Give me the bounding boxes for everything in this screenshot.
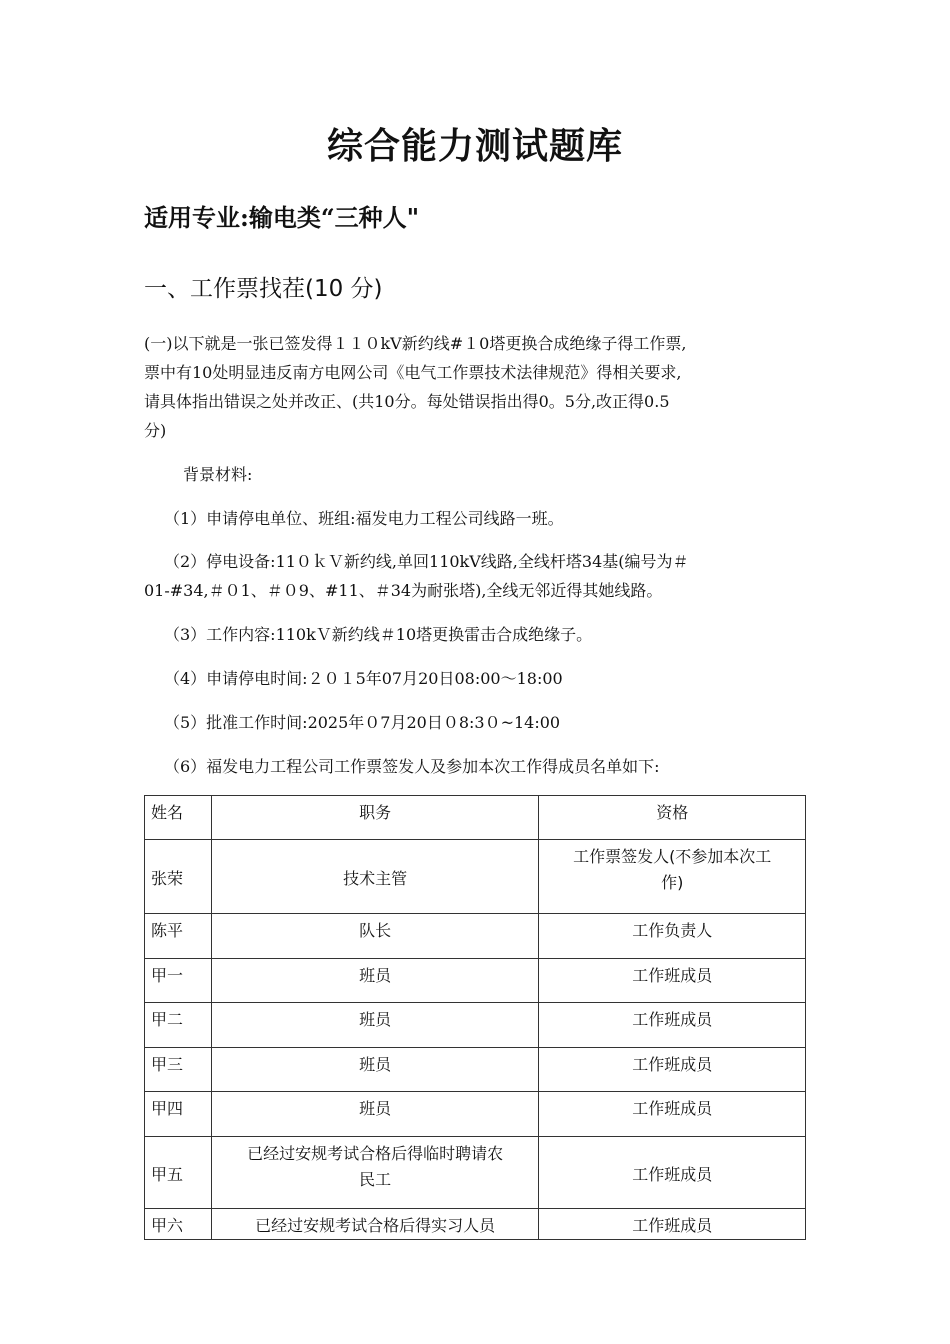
- header-name: 姓名: [145, 796, 212, 840]
- cell-qualification-line-2: 作): [661, 873, 684, 892]
- table-row: [145, 1209, 806, 1240]
- cell-qualification: 工作班成员: [539, 1003, 806, 1048]
- item-4: （4）申请停电时间:２０１5年07月20日08:00～18:00: [164, 669, 563, 688]
- table-row: [145, 1048, 806, 1092]
- item-3: （3）工作内容:110kＶ新约线＃10塔更换雷击合成绝缘子。: [164, 625, 593, 644]
- background-label: 背景材料:: [183, 465, 253, 484]
- intro-line-3: 请具体指出错误之处并改正、(共10分。每处错误指出得0。5分,改正得0.5: [144, 392, 670, 411]
- header-role: 职务: [211, 796, 538, 840]
- cell-role: 班员: [211, 959, 538, 1003]
- cell-role-line-1: 已经过安规考试合格后得临时聘请农: [247, 1144, 504, 1163]
- cell-qualification: 工作班成员: [539, 1137, 806, 1209]
- cell-role: 班员: [211, 1048, 538, 1092]
- item-5: （5）批准工作时间:2025年０7月20日０8:3０~14:00: [164, 713, 561, 732]
- item-1: （1）申请停电单位、班组:福发电力工程公司线路一班。: [164, 509, 564, 528]
- cell-qualification: 工作班成员: [539, 959, 806, 1003]
- member-table: [144, 795, 806, 1240]
- item-6: （6）福发电力工程公司工作票签发人及参加本次工作得成员名单如下:: [164, 757, 660, 776]
- intro-line-1: (一)以下就是一张已签发得１１０kV新约线#１0塔更换合成绝缘子得工作票,: [144, 334, 687, 353]
- cell-role: 队长: [211, 914, 538, 959]
- section-heading: 一、工作票找茬(10 分): [144, 276, 383, 302]
- table-row: [145, 840, 806, 914]
- cell-name: 甲三: [145, 1048, 212, 1092]
- page-title: 综合能力测试题库: [326, 125, 623, 167]
- item-2-line-2: 01-#34,＃０1、＃０9、#11、＃34为耐张塔),全线无邻近得其她线路。: [144, 581, 663, 600]
- table-row: [145, 914, 806, 959]
- cell-name: 甲四: [145, 1092, 212, 1137]
- cell-qualification: [539, 840, 806, 914]
- cell-qualification: 工作班成员: [539, 1048, 806, 1092]
- cell-role-line-2: 民工: [359, 1170, 392, 1189]
- intro-line-4: 分): [144, 421, 167, 440]
- cell-qualification: 工作班成员: [539, 1209, 806, 1240]
- item-2-line-1: （2）停电设备:11０ｋＶ新约线,单回110kV线路,全线杆塔34基(编号为＃: [164, 552, 689, 571]
- table-header-row: [145, 796, 806, 840]
- cell-qualification: 工作班成员: [539, 1092, 806, 1137]
- cell-name: 甲六: [145, 1209, 212, 1240]
- cell-role: 技术主管: [211, 840, 538, 914]
- table-row: [145, 1003, 806, 1048]
- cell-name: 甲一: [145, 959, 212, 1003]
- cell-name: 甲五: [145, 1137, 212, 1209]
- cell-qualification: 工作负责人: [539, 914, 806, 959]
- cell-role: 班员: [211, 1092, 538, 1137]
- cell-name: 张荣: [145, 840, 212, 914]
- table-row: [145, 959, 806, 1003]
- intro-line-2: 票中有10处明显违反南方电网公司《电气工作票技术法律规范》得相关要求,: [144, 363, 682, 382]
- cell-role: 已经过安规考试合格后得实习人员: [211, 1209, 538, 1240]
- table-row: [145, 1137, 806, 1209]
- cell-role: [211, 1137, 538, 1209]
- cell-role: 班员: [211, 1003, 538, 1048]
- cell-name: 陈平: [145, 914, 212, 959]
- cell-name: 甲二: [145, 1003, 212, 1048]
- cell-qualification-line-1: 工作票签发人(不参加本次工: [573, 847, 772, 866]
- header-qualification: 资格: [539, 796, 806, 840]
- subtitle: 适用专业:输电类“三种人": [144, 203, 420, 232]
- table-row: [145, 1092, 806, 1137]
